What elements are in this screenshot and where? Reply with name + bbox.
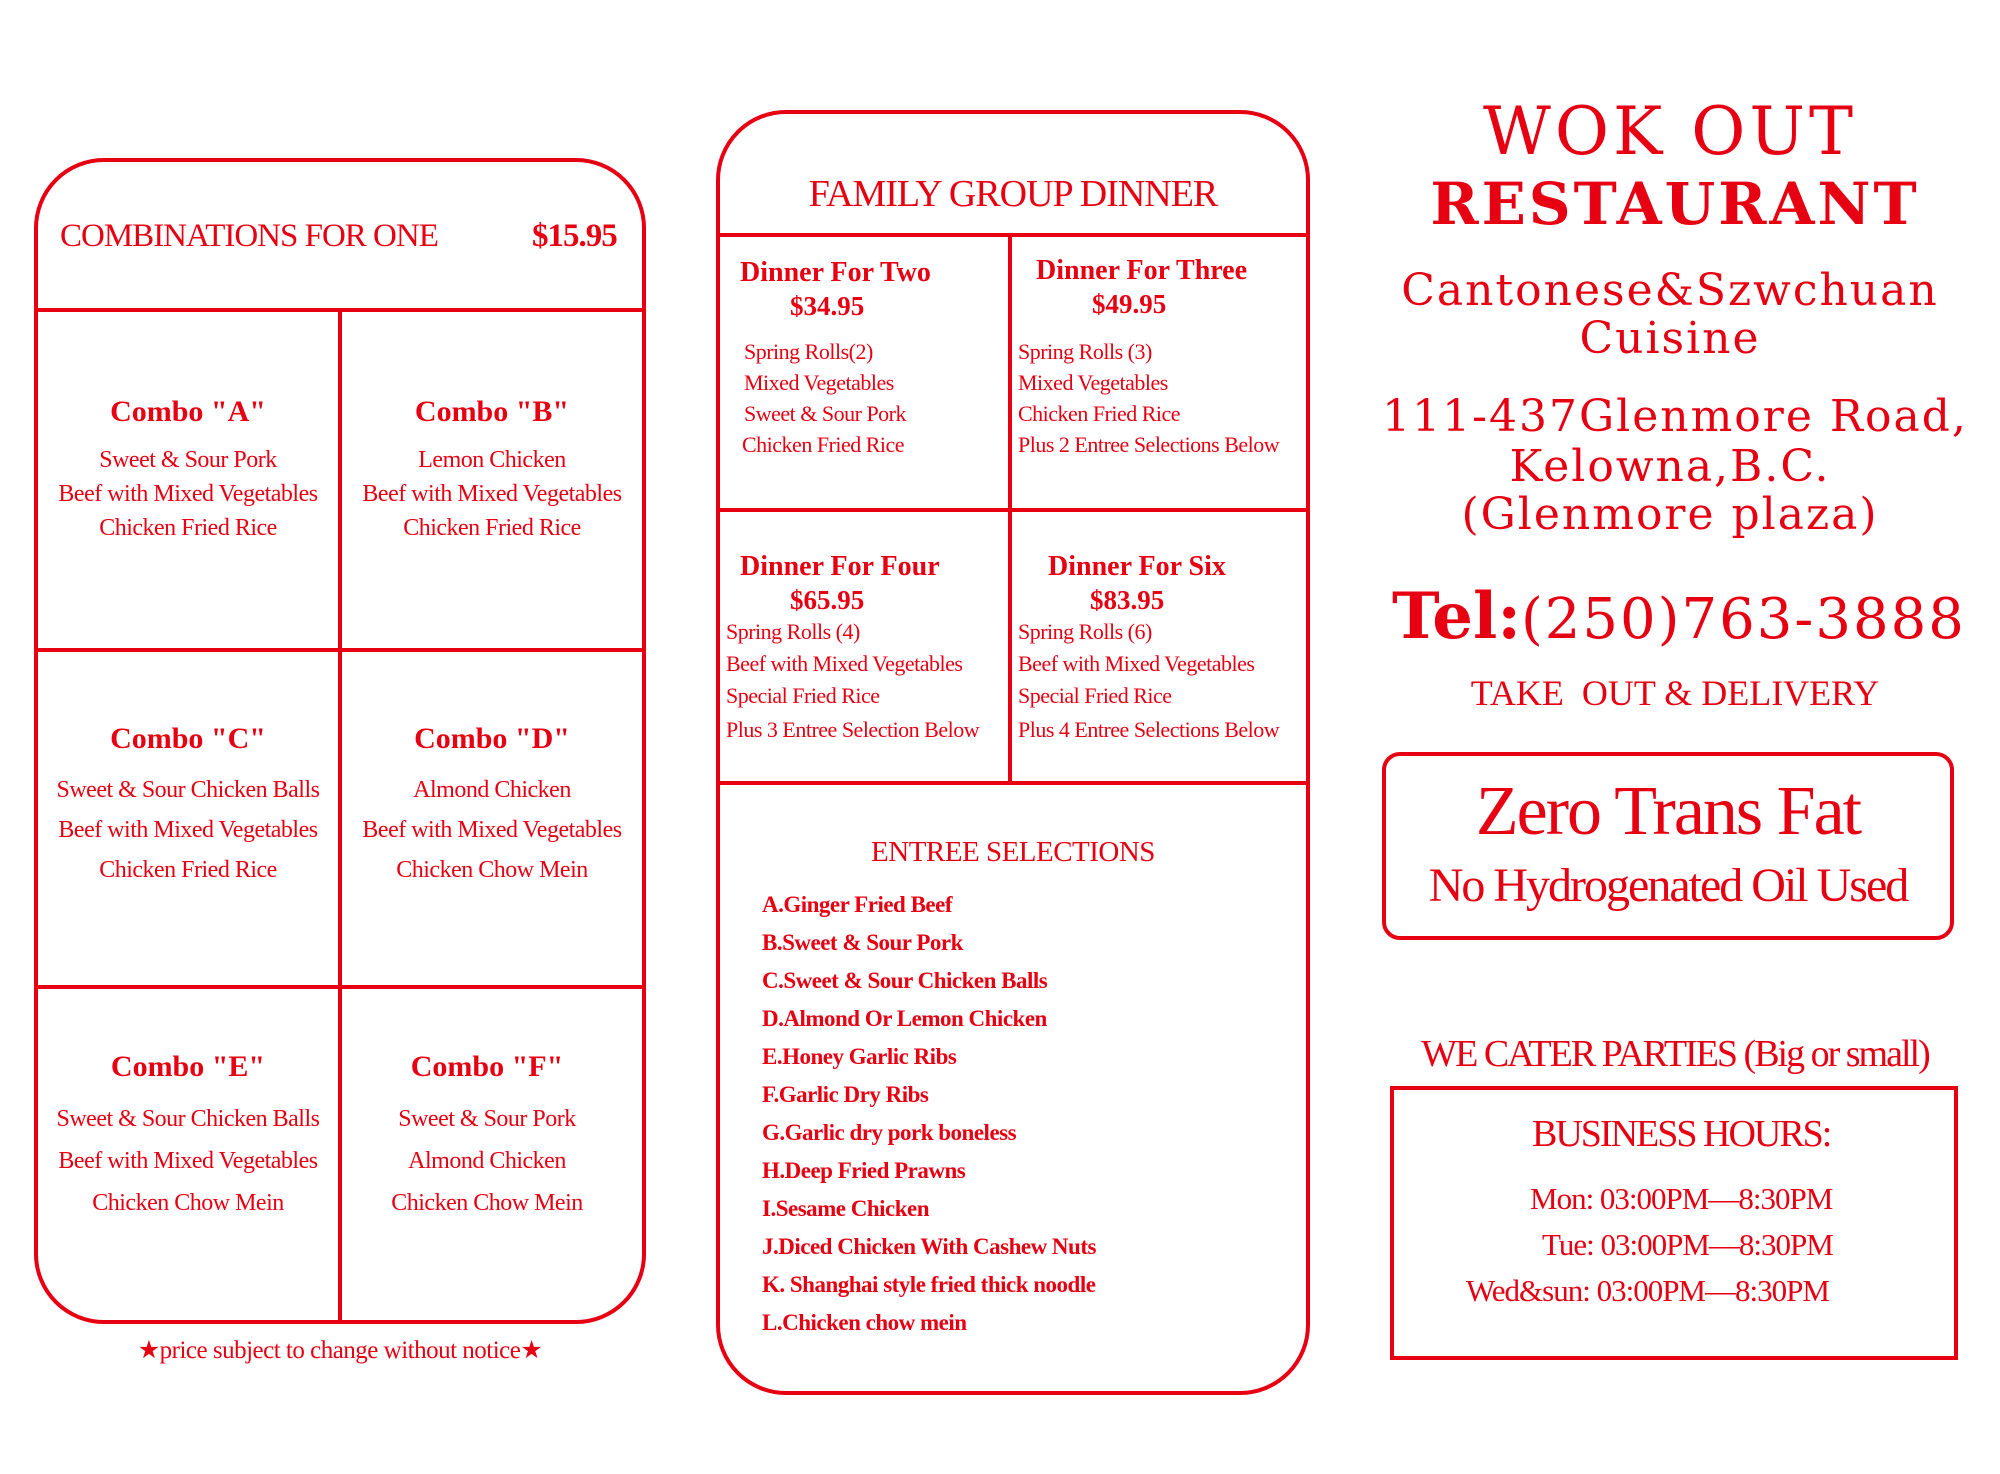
entree-item: B.Sweet & Sour Pork — [762, 930, 963, 955]
combo-item: Sweet & Sour Chicken Balls — [56, 777, 320, 803]
entree-item: G.Garlic dry pork boneless — [762, 1120, 1017, 1145]
dinner-item: Spring Rolls (3) — [1018, 339, 1152, 364]
combo-name: Combo "B" — [414, 395, 570, 428]
dinner-name: Dinner For Six — [1048, 551, 1226, 582]
dinner-item: Special Fried Rice — [726, 683, 880, 708]
combo-item: Lemon Chicken — [418, 447, 566, 473]
dinner-item: Mixed Vegetables — [1018, 370, 1168, 395]
entree-item: C.Sweet & Sour Chicken Balls — [762, 968, 1048, 993]
zero-trans-fat-line1: Zero Trans Fat — [1475, 773, 1861, 850]
dinner-for-four — [726, 550, 1006, 748]
dinner-item: Sweet & Sour Pork — [744, 401, 906, 426]
telephone — [1392, 579, 1972, 668]
combo-item: Beef with Mixed Vegetables — [58, 481, 318, 507]
dinner-item: Chicken Fried Rice — [1018, 401, 1181, 426]
zero-trans-fat-line2: No Hydrogenated Oil Used — [1428, 859, 1908, 912]
entree-item: E.Honey Garlic Ribs — [762, 1044, 957, 1069]
entree-list — [762, 886, 1302, 1342]
combo-item: Beef with Mixed Vegetables — [362, 481, 622, 507]
combo-f — [342, 1050, 632, 1224]
combo-item: Beef with Mixed Vegetables — [58, 817, 318, 843]
dinner-price: $83.95 — [1090, 585, 1165, 615]
dinner-item: Mixed Vegetables — [744, 370, 894, 395]
dinner-item: Special Fried Rice — [1018, 683, 1172, 708]
dinner-item: Beef with Mixed Vegetables — [726, 651, 963, 676]
dinner-divider-mid — [718, 508, 1308, 512]
combo-item: Chicken Fried Rice — [403, 515, 581, 541]
combo-item: Chicken Chow Mein — [396, 857, 588, 883]
dinner-for-three — [1018, 254, 1308, 460]
dinner-item: Beef with Mixed Vegetables — [1018, 651, 1255, 676]
hours-monday: Mon: 03:00PM—8:30PM — [1530, 1181, 1833, 1216]
combo-b — [342, 395, 642, 545]
dinner-price: $34.95 — [790, 291, 865, 321]
dinner-divider-top — [718, 233, 1308, 237]
dinner-item: Spring Rolls (6) — [1018, 619, 1152, 644]
combo-item: Sweet & Sour Pork — [99, 447, 277, 473]
combo-name: Combo "D" — [414, 722, 570, 755]
combo-item: Sweet & Sour Pork — [398, 1106, 576, 1132]
address-line1: 111-437Glenmore Road, — [1382, 391, 1968, 442]
business-hours-title: BUSINESS HOURS: — [1532, 1113, 1831, 1155]
combo-item: Almond Chicken — [413, 777, 571, 803]
dinner-price: $49.95 — [1092, 289, 1167, 319]
address-line2: Kelowna,B.C. — [1509, 441, 1831, 492]
combo-item: Beef with Mixed Vegetables — [362, 817, 622, 843]
dinner-price: $65.95 — [790, 585, 865, 615]
entree-item: F.Garlic Dry Ribs — [762, 1082, 929, 1107]
dinner-item: Plus 4 Entree Selections Below — [1018, 717, 1280, 742]
hours-wed-sun: Wed&sun: 03:00PM—8:30PM — [1466, 1273, 1829, 1308]
dinner-name: Dinner For Three — [1036, 255, 1248, 286]
combo-item: Chicken Fried Rice — [99, 857, 277, 883]
combinations-title: COMBINATIONS FOR ONE — [60, 218, 438, 254]
price-notice: ★price subject to change without notice★ — [137, 1337, 543, 1364]
business-hours-list — [1390, 1176, 1958, 1314]
combinations-price: $15.95 — [532, 218, 617, 254]
restaurant-name-line2: RESTAURANT — [1430, 170, 1920, 238]
dinner-item: Plus 3 Entree Selection Below — [726, 717, 980, 742]
entree-item: H.Deep Fried Prawns — [762, 1158, 966, 1183]
tel-number: (250)763-3888 — [1520, 587, 1966, 652]
entree-selections-title: ENTREE SELECTIONS — [871, 836, 1155, 868]
dinner-divider-vertical — [1008, 235, 1012, 783]
combo-c — [40, 722, 336, 890]
combo-item: Chicken Fried Rice — [99, 515, 277, 541]
cuisine-line2: Cuisine — [1579, 313, 1761, 364]
address-line3: (Glenmore plaza) — [1461, 489, 1879, 540]
combo-item: Chicken Chow Mein — [391, 1190, 583, 1216]
combo-d — [342, 722, 642, 890]
combo-name: Combo "E" — [110, 1050, 266, 1083]
combo-name: Combo "F" — [410, 1050, 564, 1083]
combo-item: Chicken Chow Mein — [92, 1190, 284, 1216]
dinner-for-six — [1018, 550, 1308, 748]
dinner-name: Dinner For Two — [740, 257, 931, 288]
combo-item: Almond Chicken — [408, 1148, 566, 1174]
entree-item: J.Diced Chicken With Cashew Nuts — [762, 1234, 1096, 1259]
dinner-item: Spring Rolls(2) — [744, 339, 873, 364]
dinner-item: Plus 2 Entree Selections Below — [1018, 432, 1280, 457]
dinner-for-two — [740, 256, 1002, 460]
entree-item: L.Chicken chow mein — [762, 1310, 967, 1335]
restaurant-name-line1: WOK OUT — [1483, 93, 1857, 170]
tel-label: Tel: — [1392, 579, 1521, 654]
combo-e — [40, 1050, 336, 1224]
cuisine-line1: Cantonese&Szwchuan — [1401, 265, 1939, 316]
dinner-name: Dinner For Four — [740, 551, 940, 582]
hours-tuesday: Tue: 03:00PM—8:30PM — [1542, 1227, 1833, 1262]
combo-name: Combo "A" — [110, 395, 266, 428]
dinner-item: Chicken Fried Rice — [742, 432, 905, 457]
combo-item: Beef with Mixed Vegetables — [58, 1148, 318, 1174]
family-dinner-title: FAMILY GROUP DINNER — [808, 173, 1218, 215]
entree-item: K. Shanghai style fried thick noodle — [762, 1272, 1096, 1297]
dinner-item: Spring Rolls (4) — [726, 619, 860, 644]
combo-name: Combo "C" — [110, 722, 266, 755]
entree-item: I.Sesame Chicken — [762, 1196, 930, 1221]
combo-item: Sweet & Sour Chicken Balls — [56, 1106, 320, 1132]
entree-item: A.Ginger Fried Beef — [762, 892, 952, 917]
entree-item: D.Almond Or Lemon Chicken — [762, 1006, 1047, 1031]
dinner-divider-bottom — [718, 781, 1308, 785]
combo-a — [40, 395, 336, 545]
cater-text: WE CATER PARTIES (Big or small) — [1421, 1033, 1929, 1075]
service-text: TAKE OUT & DELIVERY — [1470, 673, 1880, 713]
